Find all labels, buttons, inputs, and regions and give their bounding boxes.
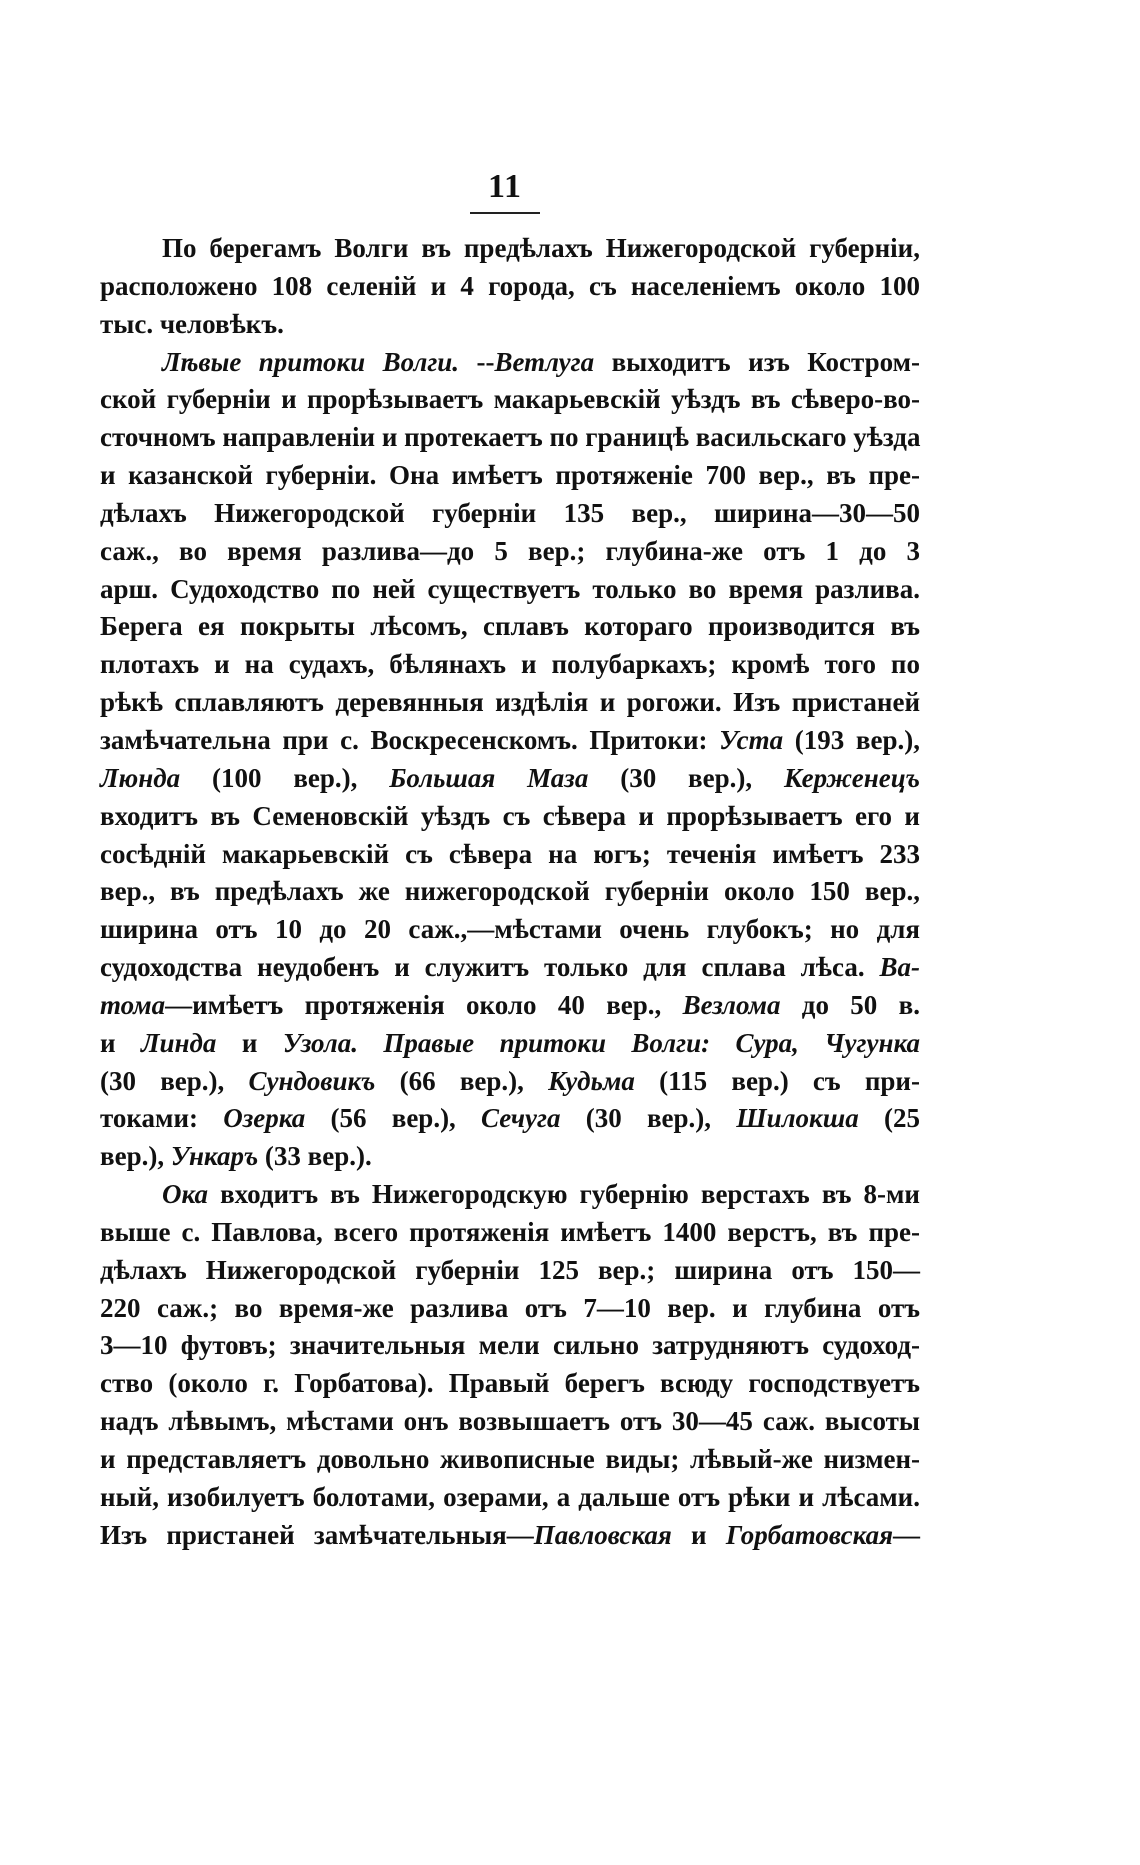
text-line <box>100 949 920 987</box>
text-run: (56 вер.), <box>305 1103 482 1134</box>
text-line: ный, изобилуетъ болотами, озерами, а дальше отъ рѣки и лѣсами. <box>100 1481 920 1512</box>
text-line: сточномъ направленіи и протекаетъ по границѣ васильскаго уѣзда <box>100 422 921 453</box>
text-line <box>100 344 920 382</box>
italic-term: Лѣвые притоки Волги. <box>162 346 460 377</box>
text-run: судоходства неудобенъ и служитъ только для сплава лѣса. <box>100 952 880 983</box>
text-run: —имѣетъ протяженія около 40 вер., <box>165 989 683 1020</box>
text-run: (33 вер.). <box>258 1141 372 1172</box>
page-number-rule <box>470 212 540 214</box>
italic-term: Павловская <box>533 1519 672 1550</box>
italic-term: Сундовикъ <box>248 1065 376 1096</box>
text-run: до 50 в. <box>780 989 920 1020</box>
text-line: и представляетъ довольно живописные виды; лѣвый-же низмен- <box>100 1444 920 1474</box>
text-line: дѣлахъ Нижегородской губерніи 125 вер.; ширина отъ 150— <box>100 1254 920 1285</box>
text-run: и <box>100 1027 141 1058</box>
italic-term: тома <box>100 989 166 1020</box>
italic-term: Линда <box>141 1027 217 1058</box>
text-run: входитъ въ Нижегородскую губернію верстахъ въ 8-ми <box>208 1179 920 1210</box>
text-line <box>100 1063 920 1101</box>
italic-term: Шилокша <box>736 1103 859 1134</box>
text-run: токами: <box>100 1103 224 1134</box>
text-line: 220 саж.; во время-же разлива отъ 7—10 вер. и глубина отъ <box>100 1292 920 1323</box>
text-line: 3—10 футовъ; значительныя мели сильно затрудняютъ судоход- <box>100 1330 920 1361</box>
text-run: выходитъ изъ Костром- <box>594 346 920 377</box>
text-line: дѣлахъ Нижегородской губерніи 135 вер., ширина—30—50 <box>100 497 920 528</box>
italic-term: Горбатовская <box>725 1519 893 1550</box>
text-line: расположено 108 селеній и 4 города, съ населеніемъ около 100 <box>100 270 920 301</box>
text-line: саж., во время разлива—до 5 вер.; глубина-же отъ 1 до 3 <box>100 535 920 566</box>
text-line <box>100 1176 920 1214</box>
text-line: тыс. человѣкъ. <box>100 308 284 339</box>
text-run: и <box>216 1027 283 1058</box>
italic-term: Сечуга <box>481 1103 561 1134</box>
text-line <box>100 1517 920 1555</box>
text-run: и <box>671 1519 726 1550</box>
text-run: Изъ пристаней замѣчательныя— <box>100 1519 534 1550</box>
text-run: вер.), <box>100 1141 171 1172</box>
text-run: (25 <box>858 1103 920 1134</box>
text-run: (66 вер.), <box>375 1065 549 1096</box>
italic-term: Везлома <box>682 989 781 1020</box>
italic-term: Керженецъ <box>783 762 920 793</box>
text-run: (30 вер.), <box>588 762 784 793</box>
text-line: По берегамъ Волги въ предѣлахъ Нижегородской губерніи, <box>162 233 920 263</box>
text-run: (115 вер.) съ при- <box>634 1065 920 1096</box>
text-run: (30 вер.), <box>560 1103 737 1134</box>
text-line <box>100 760 920 798</box>
text-line: рѣкѣ сплавляютъ деревянныя издѣлія и рогожи. Изъ пристаней <box>100 687 920 718</box>
italic-term: Ва- <box>879 952 920 983</box>
text-run: (100 вер.), <box>180 762 390 793</box>
text-line <box>100 1138 920 1176</box>
text-line: ширина отъ 10 до 20 саж.,—мѣстами очень глубокъ; но для <box>100 914 920 945</box>
italic-term: Озерка <box>223 1103 306 1134</box>
italic-term: Ока <box>162 1179 209 1210</box>
italic-term: Уста <box>719 724 784 755</box>
text-line <box>100 1100 920 1138</box>
text-line <box>100 1025 920 1063</box>
italic-term: Ункаръ <box>170 1141 259 1172</box>
text-line: и казанской губерніи. Она имѣетъ протяженіе 700 вер., въ пре- <box>100 460 920 491</box>
text-line: Берега ея покрыты лѣсомъ, сплавъ котораго производится въ <box>100 611 920 642</box>
italic-term: Большая Маза <box>389 762 589 793</box>
italic-term: Кудьма <box>548 1065 635 1096</box>
text-run: (193 вер.), <box>783 724 920 755</box>
text-line: ской губерніи и прорѣзываетъ макарьевскій уѣздъ въ сѣверо-во- <box>100 384 920 415</box>
text-line: арш. Судоходство по ней существуетъ только во время разлива. <box>100 573 920 604</box>
text-line: выше с. Павлова, всего протяженія имѣетъ 1400 верстъ, въ пре- <box>100 1216 920 1247</box>
body-text <box>100 230 920 1555</box>
text-line: надъ лѣвымъ, мѣстами онъ возвышаетъ отъ 30—45 саж. высоты <box>100 1406 920 1437</box>
text-run: замѣчательна при с. Воскресенскомъ. Притоки: <box>100 724 720 755</box>
text-line: плотахъ и на судахъ, бѣлянахъ и полубаркахъ; кромѣ того по <box>100 649 920 680</box>
italic-term: Ветлуга <box>494 346 595 377</box>
text-line: вер., въ предѣлахъ же нижегородской губерніи около 150 вер., <box>100 876 920 907</box>
text-run: (30 вер.), <box>100 1065 249 1096</box>
text-run: — <box>893 1519 920 1550</box>
text-run: -- <box>459 346 495 377</box>
text-line: входитъ въ Семеновскій уѣздъ съ сѣвера и прорѣзываетъ его и <box>100 800 920 831</box>
italic-term: Узола. Правые притоки Волги: Сура, Чугунка <box>282 1027 920 1058</box>
italic-term: Люнда <box>100 762 181 793</box>
text-line: сосѣдній макарьевскій съ сѣвера на югъ; теченія имѣетъ 233 <box>100 838 920 869</box>
text-line <box>100 987 920 1025</box>
text-line: ство (около г. Горбатова). Правый берегъ всюду господствуетъ <box>100 1368 920 1399</box>
text-line <box>100 722 920 760</box>
page-number: 11 <box>487 168 523 205</box>
